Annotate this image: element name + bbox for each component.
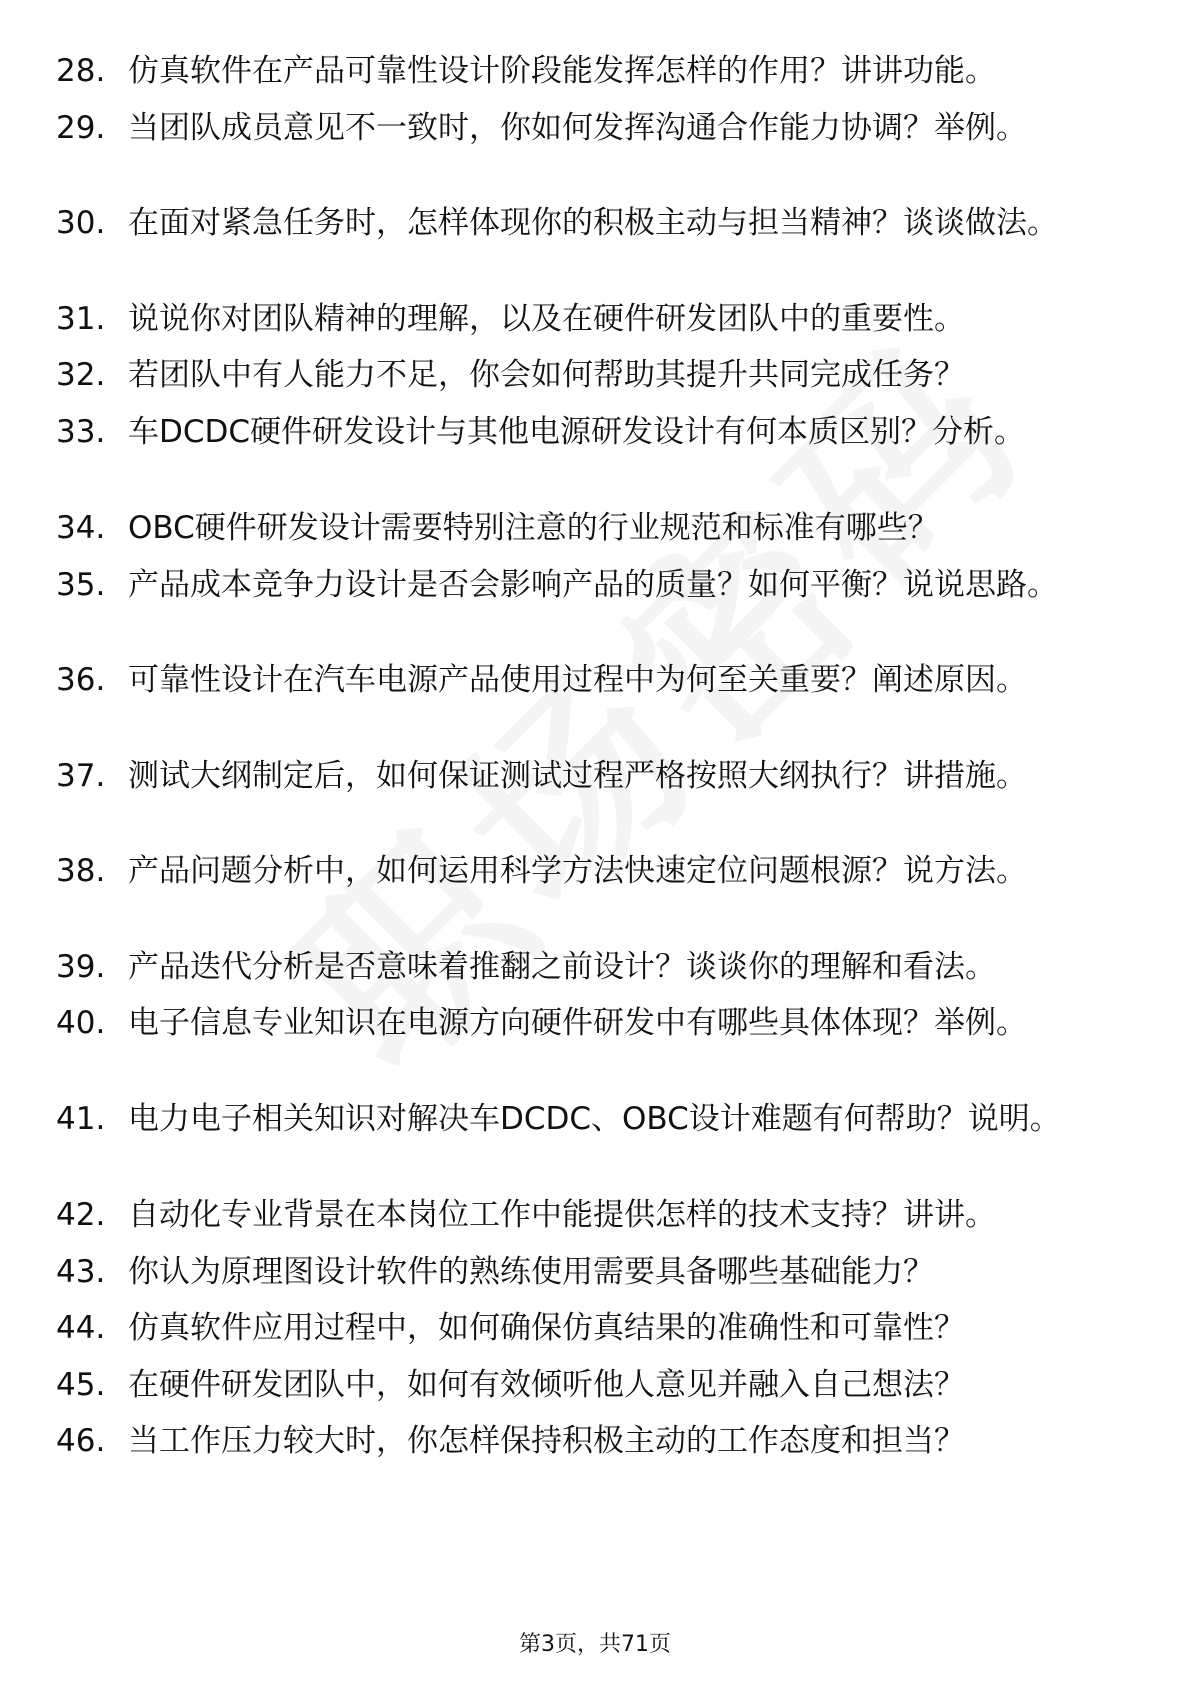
question-item <box>56 1253 1116 1291</box>
question-number: 34. <box>56 510 106 546</box>
question-text: 在硬件研发团队中，如何有效倾听他人意见并融入自己想法？ <box>128 1367 965 1403</box>
question-number: 33. <box>56 414 106 450</box>
question-text: 当工作压力较大时，你怎样保持积极主动的工作态度和担当？ <box>128 1423 965 1459</box>
question-text: 说说你对团队精神的理解，以及在硬件研发团队中的重要性。 <box>128 301 965 337</box>
question-text: 仿真软件应用过程中，如何确保仿真结果的准确性和可靠性？ <box>128 1310 965 1346</box>
question-text: 仿真软件在产品可靠性设计阶段能发挥怎样的作用？讲讲功能。 <box>128 53 996 89</box>
question-text: 产品迭代分析是否意味着推翻之前设计？谈谈你的理解和看法。 <box>128 949 996 985</box>
question-number: 43. <box>56 1254 106 1290</box>
question-item <box>56 948 1116 986</box>
question-item <box>56 1196 1116 1234</box>
question-item <box>56 1309 1116 1347</box>
question-item <box>56 52 1116 90</box>
question-text: 若团队中有人能力不足，你会如何帮助其提升共同完成任务？ <box>128 357 965 393</box>
question-number: 28. <box>56 53 106 89</box>
question-number: 41. <box>56 1101 106 1137</box>
question-text: 可靠性设计在汽车电源产品使用过程中为何至关重要？阐述原因。 <box>128 662 1027 698</box>
question-item <box>56 661 1116 699</box>
question-number: 36. <box>56 662 106 698</box>
question-text: 自动化专业背景在本岗位工作中能提供怎样的技术支持？讲讲。 <box>128 1197 996 1233</box>
question-text: 产品问题分析中，如何运用科学方法快速定位问题根源？说方法。 <box>128 853 1027 889</box>
question-number: 42. <box>56 1197 106 1233</box>
question-item <box>56 356 1116 394</box>
question-text: 产品成本竞争力设计是否会影响产品的质量？如何平衡？说说思路。 <box>128 567 1058 603</box>
question-number: 44. <box>56 1310 106 1346</box>
question-item <box>56 1100 1116 1138</box>
question-item <box>56 109 1116 147</box>
question-text: 测试大纲制定后，如何保证测试过程严格按照大纲执行？讲措施。 <box>128 758 1027 794</box>
question-number: 40. <box>56 1005 106 1041</box>
question-text: 电子信息专业知识在电源方向硬件研发中有哪些具体体现？举例。 <box>128 1005 1027 1041</box>
question-number: 38. <box>56 853 106 889</box>
page-footer: 第3页，共71页 <box>519 1632 671 1657</box>
question-item <box>56 300 1116 338</box>
question-number: 45. <box>56 1367 106 1403</box>
question-item <box>56 566 1116 604</box>
question-item <box>56 1366 1116 1404</box>
question-item <box>56 413 1116 451</box>
question-number: 39. <box>56 949 106 985</box>
question-item <box>56 509 1116 547</box>
question-number: 29. <box>56 110 106 146</box>
question-text: 电力电子相关知识对解决车DCDC、OBC设计难题有何帮助？说明。 <box>128 1101 1061 1137</box>
question-text: 当团队成员意见不一致时，你如何发挥沟通合作能力协调？举例。 <box>128 110 1027 146</box>
question-item <box>56 757 1116 795</box>
question-text: 你认为原理图设计软件的熟练使用需要具备哪些基础能力？ <box>128 1254 934 1290</box>
question-item <box>56 204 1116 242</box>
question-number: 35. <box>56 567 106 603</box>
question-text: 在面对紧急任务时，怎样体现你的积极主动与担当精神？谈谈做法。 <box>128 205 1058 241</box>
question-number: 32. <box>56 357 106 393</box>
question-item <box>56 852 1116 890</box>
question-number: 37. <box>56 758 106 794</box>
question-number: 31. <box>56 301 106 337</box>
question-text: 车DCDC硬件研发设计与其他电源研发设计有何本质区别？分析。 <box>128 414 1026 450</box>
question-item <box>56 1004 1116 1042</box>
question-text: OBC硬件研发设计需要特别注意的行业规范和标准有哪些？ <box>128 510 939 546</box>
question-item <box>56 1422 1116 1460</box>
question-number: 46. <box>56 1423 106 1459</box>
question-number: 30. <box>56 205 106 241</box>
